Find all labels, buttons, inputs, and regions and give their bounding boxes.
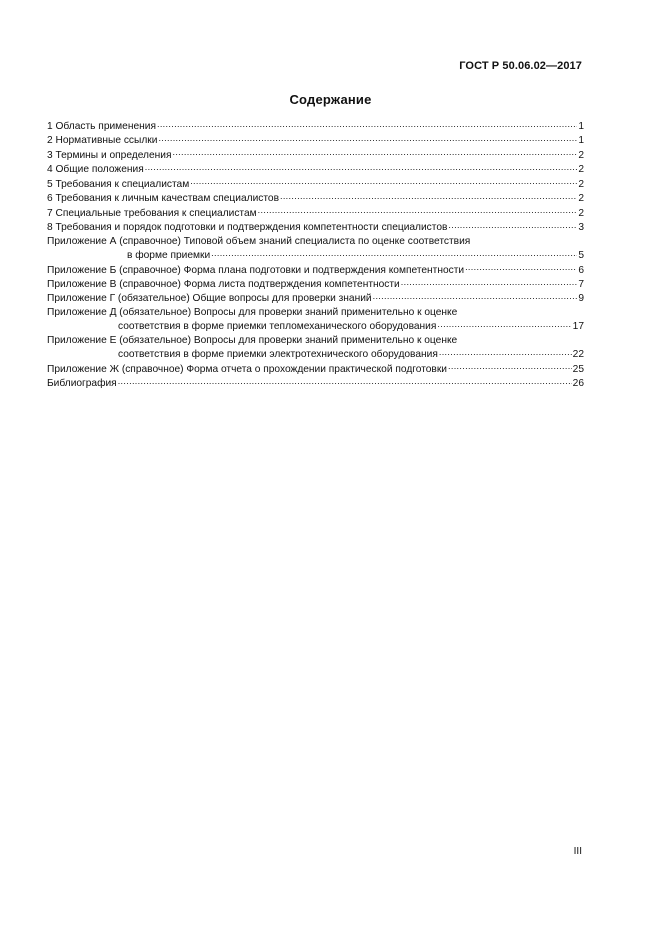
- toc-line: [47, 263, 584, 277]
- dot-leader: [437, 319, 571, 329]
- toc-entry-text: Приложение Д (обязательное) Вопросы для проверки знаний применительно к оценке: [47, 306, 458, 318]
- toc-page-number: 2: [578, 178, 584, 190]
- toc-line: [47, 334, 584, 347]
- toc-entry[interactable]: [47, 133, 584, 147]
- toc-page-number: 9: [578, 293, 584, 305]
- toc-entry-text: Библиография: [47, 378, 117, 390]
- toc-line: [47, 119, 584, 133]
- toc-page-number: 25: [572, 363, 584, 375]
- toc-entry-text: Приложение Г (обязательное) Общие вопросы для проверки знаний: [47, 293, 372, 305]
- toc-page-number: 2: [578, 164, 584, 176]
- toc-page-number: 2: [578, 193, 584, 205]
- dot-leader: [258, 206, 578, 216]
- toc-title: Содержание: [289, 92, 372, 107]
- toc-entry[interactable]: [47, 306, 584, 334]
- toc-line: [47, 291, 584, 305]
- toc-line: [47, 206, 584, 220]
- toc-line: [47, 191, 584, 205]
- toc-line: [47, 306, 584, 319]
- toc-page-number: 3: [578, 222, 584, 234]
- toc-page-number: 2: [578, 149, 584, 161]
- toc-entry-text: Приложение А (справочное) Типовой объем знаний специалиста по оценке соответствия: [47, 235, 471, 247]
- dot-leader: [465, 263, 577, 273]
- toc-entry[interactable]: [47, 334, 584, 362]
- toc-entry-text: в форме приемки: [127, 250, 211, 262]
- toc-page-number: 26: [572, 378, 584, 390]
- dot-leader: [190, 177, 577, 187]
- dot-leader: [448, 220, 577, 230]
- toc-page-number: 22: [572, 349, 584, 361]
- toc-entry[interactable]: [47, 376, 584, 390]
- toc-entry-text: 8 Требования и порядок подготовки и подтверждения компетентности специалистов: [47, 222, 448, 234]
- toc-page-number: 6: [578, 264, 584, 276]
- toc-line: [47, 133, 584, 147]
- toc-entry[interactable]: [47, 162, 584, 176]
- toc-entry-text: 6 Требования к личным качествам специалистов: [47, 193, 279, 205]
- toc-line: [47, 248, 584, 262]
- dot-leader: [157, 119, 577, 129]
- toc-line: [47, 277, 584, 291]
- toc-page-number: 5: [578, 250, 584, 262]
- toc-entry-text: Приложение Б (справочное) Форма плана подготовки и подтверждения компетентности: [47, 264, 465, 276]
- dot-leader: [439, 347, 572, 357]
- dot-leader: [211, 248, 577, 258]
- toc-page-number: 17: [572, 321, 584, 333]
- toc-entry[interactable]: [47, 235, 584, 263]
- dot-leader: [172, 148, 577, 158]
- toc-line: [47, 347, 584, 361]
- toc-entry-text: 7 Специальные требования к специалистам: [47, 207, 257, 219]
- toc-line: [47, 235, 584, 248]
- dot-leader: [280, 191, 577, 201]
- toc-entry-text: 1 Область применения: [47, 121, 156, 132]
- toc-line: [47, 362, 584, 376]
- toc-line: [47, 220, 584, 234]
- toc-entry[interactable]: [47, 291, 584, 305]
- toc-entry-text: 4 Общие положения: [47, 164, 144, 176]
- toc-entry-text: 2 Нормативные ссылки: [47, 135, 158, 147]
- toc-entry[interactable]: [47, 277, 584, 291]
- toc-entry[interactable]: [47, 191, 584, 205]
- toc-entry[interactable]: [47, 119, 584, 133]
- dot-leader: [145, 162, 578, 172]
- toc-entry-text: соответствия в форме приемки тепломеханического оборудования: [118, 321, 437, 333]
- page-number: III: [573, 846, 582, 857]
- document-code: ГОСТ Р 50.06.02—2017: [459, 60, 582, 72]
- toc-entry[interactable]: [47, 148, 584, 162]
- toc-entry-text: 5 Требования к специалистам: [47, 178, 190, 190]
- toc-page-number: 7: [578, 278, 584, 290]
- toc-entry-text: Приложение В (справочное) Форма листа подтверждения компетентности: [47, 278, 400, 290]
- toc-entry[interactable]: [47, 263, 584, 277]
- toc-page-number: 1: [578, 121, 584, 132]
- toc-entry-text: Приложение Ж (справочное) Форма отчета о прохождении практической подготовки: [47, 363, 447, 375]
- table-of-contents: [47, 119, 584, 391]
- toc-entry-text: Приложение Е (обязательное) Вопросы для проверки знаний применительно к оценке: [47, 334, 458, 346]
- toc-line: [47, 319, 584, 333]
- toc-line: [47, 148, 584, 162]
- dot-leader: [448, 362, 572, 372]
- toc-entry[interactable]: [47, 220, 584, 234]
- toc-page-number: 2: [578, 207, 584, 219]
- dot-leader: [373, 291, 578, 301]
- toc-entry-text: соответствия в форме приемки электротехнического оборудования: [118, 349, 438, 361]
- toc-entry-text: 3 Термины и определения: [47, 149, 172, 161]
- toc-entry[interactable]: [47, 206, 584, 220]
- dot-leader: [401, 277, 578, 287]
- toc-page-number: 1: [578, 135, 584, 147]
- dot-leader: [118, 376, 572, 386]
- toc-line: [47, 177, 584, 191]
- toc-entry[interactable]: [47, 177, 584, 191]
- dot-leader: [158, 133, 577, 143]
- toc-entry[interactable]: [47, 362, 584, 376]
- toc-line: [47, 376, 584, 390]
- toc-line: [47, 162, 584, 176]
